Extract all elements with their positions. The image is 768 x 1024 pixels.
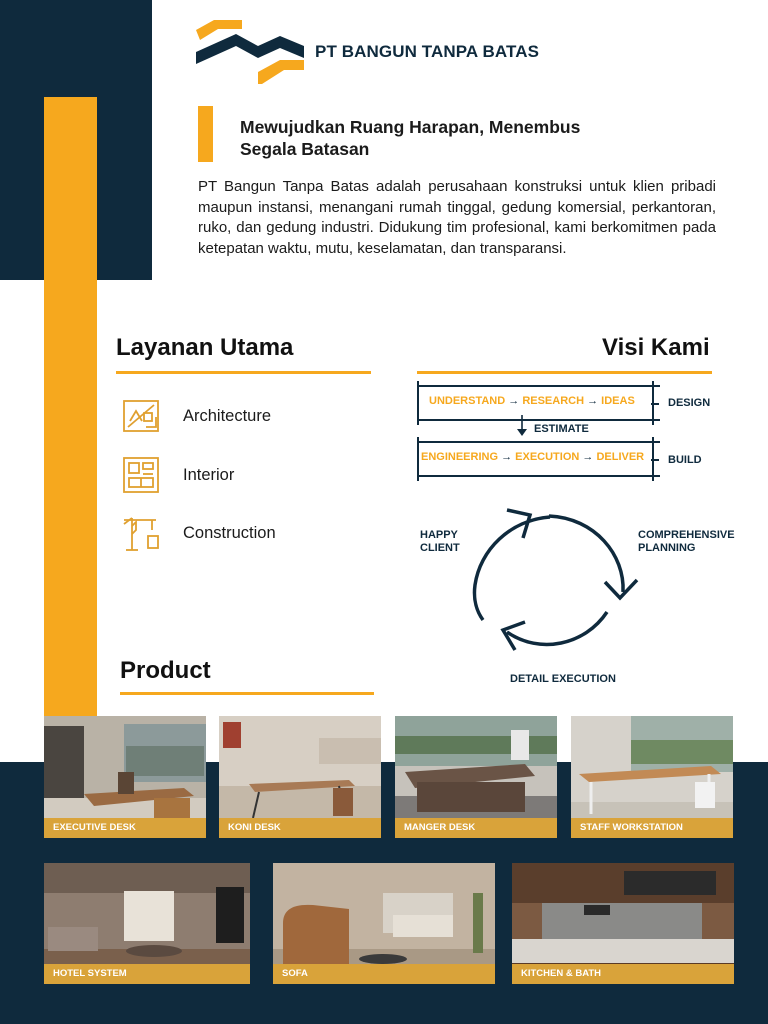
build-tag: BUILD bbox=[668, 454, 702, 466]
layanan-title: Layanan Utama bbox=[116, 334, 294, 361]
cycle-label-client: CLIENT bbox=[420, 542, 460, 554]
company-intro: PT Bangun Tanpa Batas adalah perusahaan konstruksi untuk klien pribadi maupun instansi, menangani rumah tinggal, gedung komersial, perkantoran, ruko, dan gedung industri. Didukung tim profesional, kami berkomitmen pada ketepatan waktu, mutu, keselamatan, dan transparansi. bbox=[198, 178, 716, 257]
flow-step-understand: UNDERSTAND bbox=[429, 395, 506, 407]
visi-underline bbox=[417, 371, 712, 374]
flow-step-ideas: IDEAS bbox=[601, 395, 635, 407]
estimate-label: ESTIMATE bbox=[534, 423, 589, 435]
layanan-underline bbox=[116, 371, 371, 374]
product-card-executive-desk[interactable] bbox=[44, 716, 206, 838]
design-flow-row bbox=[417, 385, 660, 421]
cycle-label-comprehensive: COMPREHENSIVE bbox=[638, 529, 735, 541]
design-tag: DESIGN bbox=[668, 397, 711, 409]
build-flow-row bbox=[417, 441, 660, 477]
tagline bbox=[240, 116, 660, 160]
product-title: Product bbox=[120, 657, 211, 684]
product-card-kitchen-bath[interactable] bbox=[512, 863, 734, 984]
cycle-label-detail-execution: DETAIL EXECUTION bbox=[510, 673, 616, 685]
cycle-label-happy: HAPPY bbox=[420, 529, 458, 541]
tagline-accent-bar bbox=[198, 106, 213, 162]
product-caption: KITCHEN & BATH bbox=[512, 964, 734, 984]
product-caption: HOTEL SYSTEM bbox=[44, 964, 250, 984]
flow-step-execution: EXECUTION bbox=[515, 451, 580, 463]
service-interior bbox=[122, 456, 235, 494]
gold-side-bar bbox=[44, 97, 97, 737]
product-card-staff-workstation[interactable] bbox=[571, 716, 733, 838]
product-caption: MANGER DESK bbox=[395, 818, 557, 838]
service-label-architecture: Architecture bbox=[183, 406, 272, 425]
product-caption: SOFA bbox=[273, 964, 495, 984]
cycle-diagram bbox=[455, 500, 655, 670]
product-caption: STAFF WORKSTATION bbox=[571, 818, 733, 838]
product-underline bbox=[120, 692, 374, 695]
service-label-interior: Interior bbox=[183, 465, 235, 484]
architecture-icon bbox=[122, 397, 160, 435]
down-arrow-icon bbox=[516, 415, 528, 437]
tagline-line-1: Mewujudkan Ruang Harapan, Menembus bbox=[240, 117, 581, 137]
product-card-manger-desk[interactable] bbox=[395, 716, 557, 838]
service-construction bbox=[122, 514, 276, 552]
visi-title: Visi Kami bbox=[602, 334, 710, 361]
product-caption: EXECUTIVE DESK bbox=[44, 818, 206, 838]
flow-step-research: RESEARCH bbox=[522, 395, 585, 407]
product-card-hotel-system[interactable] bbox=[44, 863, 250, 984]
product-card-koni-desk[interactable] bbox=[219, 716, 381, 838]
service-label-construction: Construction bbox=[183, 523, 276, 542]
tagline-line-2: Segala Batasan bbox=[240, 139, 370, 159]
company-logo bbox=[196, 20, 304, 84]
flow-step-engineering: ENGINEERING bbox=[421, 451, 499, 463]
construction-crane-icon bbox=[122, 514, 160, 552]
interior-icon bbox=[122, 456, 160, 494]
product-caption: KONI DESK bbox=[219, 818, 381, 838]
company-name: PT BANGUN TANPA BATAS bbox=[315, 42, 540, 61]
cycle-label-comprehensive-planning bbox=[638, 529, 735, 555]
flow-step-deliver: DELIVER bbox=[596, 451, 645, 463]
cycle-label-happy-client bbox=[420, 529, 460, 555]
cycle-label-planning: PLANNING bbox=[638, 542, 696, 554]
service-architecture bbox=[122, 397, 272, 435]
design-flow-text: UNDERSTAND → RESEARCH → IDEAS bbox=[429, 395, 635, 407]
product-card-sofa[interactable] bbox=[273, 863, 495, 984]
build-flow-text: ENGINEERING → EXECUTION → DELIVER bbox=[421, 451, 645, 463]
